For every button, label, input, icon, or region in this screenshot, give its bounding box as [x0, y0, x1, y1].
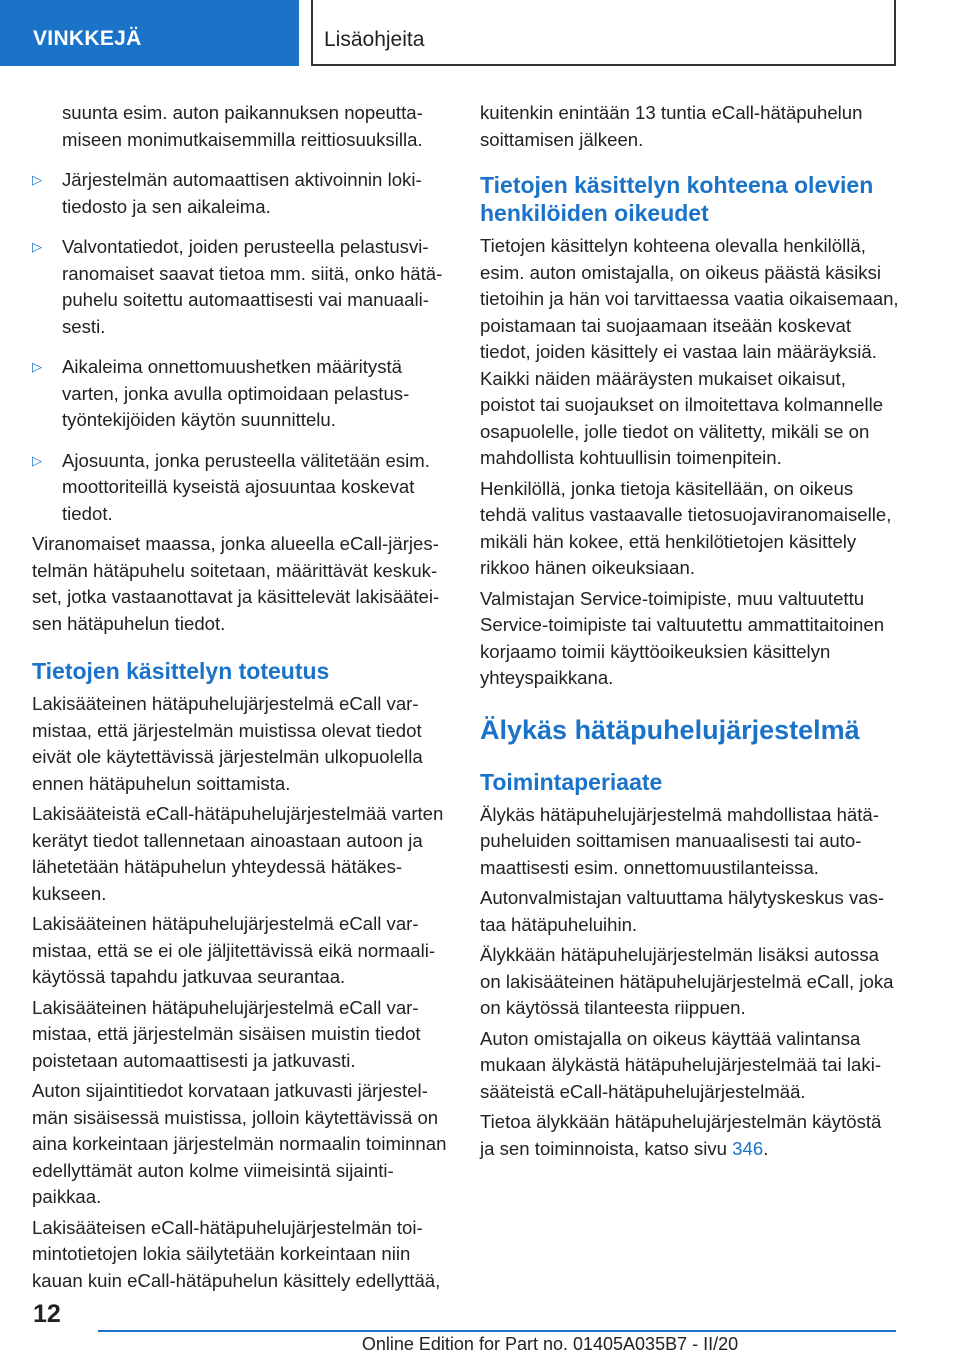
- paragraph: Auton sijaintitiedot korvataan jatkuvasti järjestelmän sisäisessä muistissa, jolloin käytettävissä on aina korkeintaan järjestelmän normaalin toiminnan edellyttämät auton kolme viimeisintä sijaintipaikkaa.: [32, 1080, 447, 1207]
- bullet-continuation: suunta esim. auton paikannuksen nopeuttamiseen monimutkaisemmilla reittiosuuksilla.: [62, 102, 423, 150]
- paragraph: Lakisääteinen hätäpuhelujärjestelmä eCall varmistaa, että se ei ole jäljitettävissä eikä normaalikäytössä tapahdu jatkuvaa seurantaa.: [32, 913, 436, 987]
- paragraph: [480, 1109, 900, 1162]
- list-item-text: Aikaleima onnettomuushetken määritystä varten, jonka avulla optimoidaan pelastustyöntekijöiden käytön suunnittelu.: [62, 356, 410, 430]
- list-item-text: Järjestelmän automaattisen aktivoinnin lokitiedosto ja sen aikaleima.: [62, 169, 422, 217]
- chapter-tab-label: VINKKEJÄ: [33, 27, 142, 50]
- section-heading: Tietojen käsittelyn kohteena olevien henkilöiden oikeudet: [480, 172, 874, 226]
- triangle-right-outline-icon: ▷: [32, 172, 42, 187]
- paragraph: Autonvalmistajan valtuuttama hälytyskeskus vastaa hätäpuheluihin.: [480, 887, 885, 935]
- list-item-text: Valvontatiedot, joiden perusteella pelastusviranomaiset saavat tietoa mm. siitä, onko hätäpuhelu soitettu automaattisesti vai manuaalisesti.: [62, 236, 443, 337]
- chapter-tab[interactable]: [0, 0, 299, 66]
- paragraph: Älykäs hätäpuhelujärjestelmä mahdollistaa hätäpuheluiden soittamisen manuaalisesti tai automaattisesti esim. onnettomuustilanteissa.: [480, 803, 879, 878]
- paragraph: Lakisääteisen eCall-hätäpuhelujärjestelmän toimintotietojen lokia säilytetään korkeintaan niin kauan kuin eCall-hätäpuhelun käsittely edellyttää,: [32, 1216, 441, 1291]
- paragraph-end: .: [763, 1137, 769, 1159]
- paragraph: Lakisääteistä eCall-hätäpuhelujärjestelmää varten kerätyt tiedot tallennetaan ainoastaan autoon ja lähetetään hätäpuhelun yhteydessä hätäkeskukseen.: [32, 803, 444, 904]
- paragraph: Lakisääteinen hätäpuhelujärjestelmä eCall varmistaa, että järjestelmän muistissa olevat tiedot eivät ole käytettävissä järjestelmän ulkopuolella ennen hätäpuhelun soittamista.: [32, 693, 423, 794]
- list-item-text: Ajosuunta, jonka perusteella välitetään esim. moottoriteillä kyseistä ajosuuntaa koskevat tiedot.: [62, 449, 430, 524]
- footer-edition: Online Edition for Part no. 01405A035B7 - II/20: [361, 1334, 739, 1354]
- left-column: [32, 100, 452, 1298]
- paragraph: Lakisääteinen hätäpuhelujärjestelmä eCall varmistaa, että järjestelmän sisäisen muistin tiedot poistetaan automaattisesti ja jatkuvasti.: [32, 996, 421, 1071]
- triangle-right-outline-icon: ▷: [32, 239, 42, 254]
- section-heading: Toimintaperiaate: [480, 768, 663, 795]
- page-header: [0, 0, 960, 66]
- footer-divider: [98, 1330, 896, 1332]
- paragraph: Henkilöllä, jonka tietoja käsitellään, on oikeus tehdä valitus vastaavalle tietosuojaviranomaiselle, mikäli hän kokee, että henkilötietojen käsittely rikkoo hänen oikeuksiaan.: [480, 477, 892, 578]
- right-column: [480, 100, 900, 1166]
- page-reference-link[interactable]: 346: [732, 1137, 764, 1159]
- paragraph: Valmistajan Service-toimipiste, muu valtuutettu Service-toimipiste tai valtuutettu ammattitaitoinen korjaamo toimii käyttöoikeuksien käsittelyn yhteyspaikkana.: [480, 587, 885, 688]
- list-item: [32, 167, 452, 220]
- list-item: [32, 234, 452, 340]
- paragraph: Älykkään hätäpuhelujärjestelmän lisäksi autossa on lakisääteinen hätäpuhelujärjestelmä eCall, joka on käytössä tilanteesta riippuen.: [480, 944, 894, 1018]
- list-item: [32, 448, 452, 528]
- list-item: [32, 354, 452, 434]
- page-number: 12: [33, 1300, 61, 1328]
- paragraph: Tietojen käsittelyn kohteena olevalla henkilöllä, esim. auton omistajalla, on oikeus päästä käsiksi tietoihin ja hän voi tarvittaessa vaatia oikaisemaan, poistamaan tai suojaamaan itseään koskevat tiedot, joiden käsittely ei vastaa lain määräyksiä. Kaikki näiden määräysten mukaiset oikaisut, poistot tai suojaukset on ilmoitettava kolmannelle osapuolelle, jolle tiedot on välitetty, mikäli se on mahdollista kohtuullisin toimenpitein.: [480, 235, 899, 468]
- paragraph: Auton omistajalla on oikeus käyttää valintansa mukaan älykästä hätäpuhelujärjestelmää tai lakisääteistä eCall-hätäpuhelujärjestelmää.: [480, 1027, 882, 1102]
- triangle-right-outline-icon: ▷: [32, 452, 42, 468]
- triangle-right-outline-icon: ▷: [32, 359, 42, 374]
- chapter-heading: Älykäs hätäpuhelujärjestelmä: [480, 714, 860, 745]
- section-title: Lisäohjeita: [324, 28, 425, 51]
- paragraph-text: Tietoa älykkään hätäpuhelujärjestelmän käytöstä ja sen toiminnoista, katso sivu: [480, 1111, 882, 1159]
- section-heading: Tietojen käsittelyn toteutus: [32, 658, 330, 684]
- paragraph: Viranomaiset maassa, jonka alueella eCall-järjestelmän hätäpuhelu soitetaan, määrittävät keskukset, jotka vastaanottavat ja käsittelevät lakisääteisen hätäpuhelun tiedot.: [32, 533, 440, 634]
- paragraph: kuitenkin enintään 13 tuntia eCall-hätäpuhelun soittamisen jälkeen.: [480, 102, 863, 150]
